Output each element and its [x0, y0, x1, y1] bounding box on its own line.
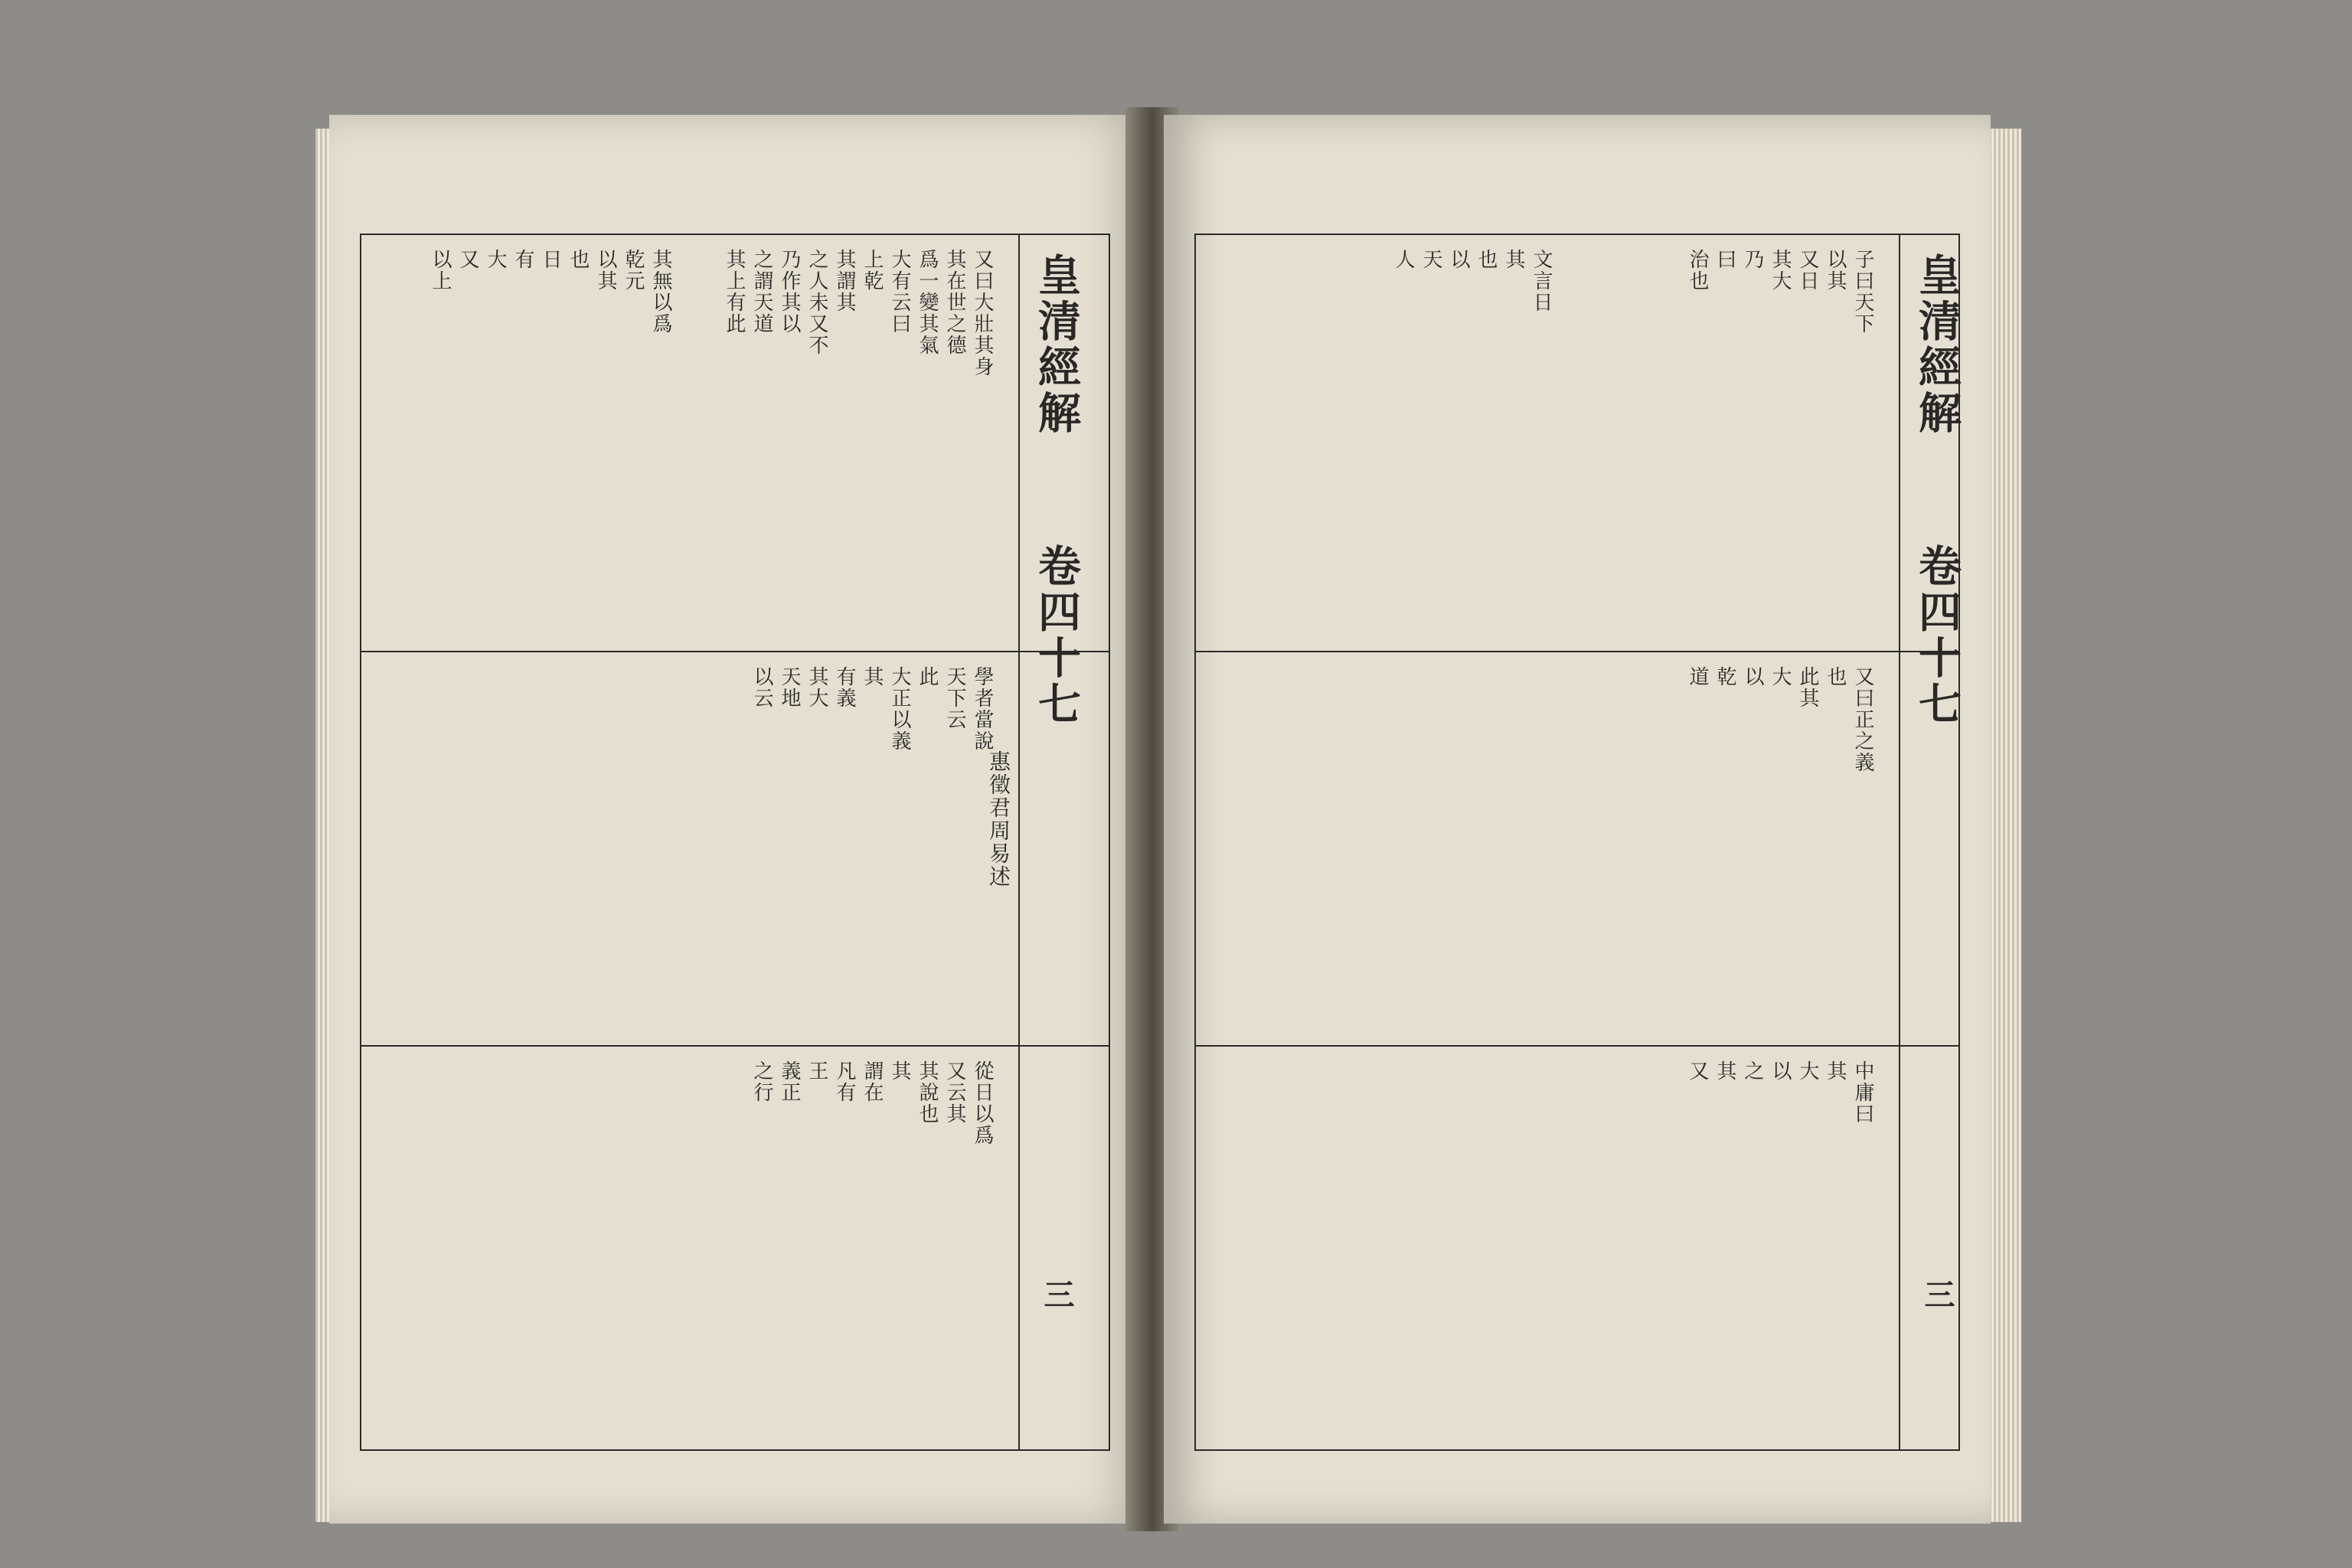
text-column: 上乾 — [861, 249, 884, 292]
right-volume-number: 卷四十七 — [1912, 544, 1962, 727]
right-banner-line — [1899, 234, 1900, 1451]
right-register-2 — [1194, 1045, 1960, 1047]
text-column: 大有云曰 — [888, 249, 911, 335]
text-column: 之人未又不 — [805, 249, 828, 356]
text-column: 大 — [1796, 1060, 1819, 1082]
text-column: 其 — [1713, 1060, 1736, 1082]
left-folio-number: 三 — [1039, 1279, 1075, 1311]
text-column: 有義 — [833, 666, 856, 709]
left-running-head: 皇清經解 — [1031, 253, 1082, 436]
text-column: 王 — [805, 1060, 828, 1082]
text-column: 乃作其以 — [778, 249, 801, 335]
text-column: 以其 — [594, 249, 617, 292]
text-column: 其 — [1824, 1060, 1847, 1082]
right-page — [1164, 115, 1991, 1524]
text-column: 又 — [456, 249, 479, 270]
left-page — [329, 115, 1141, 1524]
text-column: 以其 — [1824, 249, 1847, 292]
text-column: 天下云 — [943, 666, 966, 730]
text-column: 其無以爲 — [649, 249, 672, 335]
text-column: 乃 — [1741, 249, 1764, 270]
left-volume-number: 卷四十七 — [1031, 544, 1082, 727]
text-column: 義正 — [778, 1060, 801, 1103]
text-column: 從日以爲 — [971, 1060, 994, 1146]
text-column: 以 — [1741, 666, 1764, 688]
text-column: 之行 — [750, 1060, 773, 1103]
text-column: 文言日 — [1530, 249, 1553, 313]
text-column: 道 — [1686, 666, 1709, 688]
text-column: 其大 — [805, 666, 828, 709]
text-column: 又曰正之義 — [1851, 666, 1874, 773]
text-column: 學者當說 — [971, 666, 994, 752]
text-column: 凡有 — [833, 1060, 856, 1103]
left-signature-line: 惠徵君周易述 — [986, 750, 1011, 888]
text-column: 以上 — [429, 249, 452, 292]
text-column: 其大 — [1769, 249, 1792, 292]
text-column: 其謂其 — [833, 249, 856, 313]
text-column: 爲一變其氣 — [916, 249, 939, 356]
text-column: 以 — [1769, 1060, 1792, 1082]
left-banner-line — [1018, 234, 1020, 1451]
text-column: 也 — [1475, 249, 1498, 270]
right-page-frame — [1194, 234, 1960, 1451]
right-register-1 — [1194, 651, 1960, 652]
text-column: 此 — [916, 666, 939, 688]
text-column: 也 — [1824, 666, 1847, 688]
text-column: 其 — [861, 666, 884, 688]
text-column: 有 — [511, 249, 534, 270]
text-column: 以云 — [750, 666, 773, 709]
text-column: 大正以義 — [888, 666, 911, 752]
text-column: 又日 — [1796, 249, 1819, 292]
text-column: 又云其 — [943, 1060, 966, 1125]
text-column: 其 — [1502, 249, 1525, 270]
text-column: 以 — [1447, 249, 1470, 270]
text-column: 其上有此 — [723, 249, 746, 335]
text-column: 又曰大壯其身 — [971, 249, 994, 377]
text-column: 謂在 — [861, 1060, 884, 1103]
text-column: 乾元 — [622, 249, 645, 292]
text-column: 天地 — [778, 666, 801, 709]
right-folio-number: 三 — [1919, 1279, 1955, 1311]
text-column: 乾 — [1713, 666, 1736, 688]
text-column: 日 — [539, 249, 562, 270]
left-register-2 — [360, 1045, 1110, 1047]
text-column: 又 — [1686, 1060, 1709, 1082]
text-column: 治也 — [1686, 249, 1709, 292]
text-column: 之 — [1741, 1060, 1764, 1082]
text-column: 曰 — [1713, 249, 1736, 270]
text-column: 之謂天道 — [750, 249, 773, 335]
left-register-1 — [360, 651, 1110, 652]
text-column: 天 — [1419, 249, 1442, 270]
text-column: 中庸曰 — [1851, 1060, 1874, 1125]
text-column: 大 — [484, 249, 507, 270]
text-column: 大 — [1769, 666, 1792, 688]
text-column: 此其 — [1796, 666, 1819, 709]
text-column: 子曰天下 — [1851, 249, 1874, 335]
text-column: 也 — [567, 249, 590, 270]
text-column: 其 — [888, 1060, 911, 1082]
text-column: 其說也 — [916, 1060, 939, 1125]
right-running-head: 皇清經解 — [1912, 253, 1962, 436]
text-column: 人 — [1392, 249, 1415, 270]
text-column: 其在世之德 — [943, 249, 966, 356]
